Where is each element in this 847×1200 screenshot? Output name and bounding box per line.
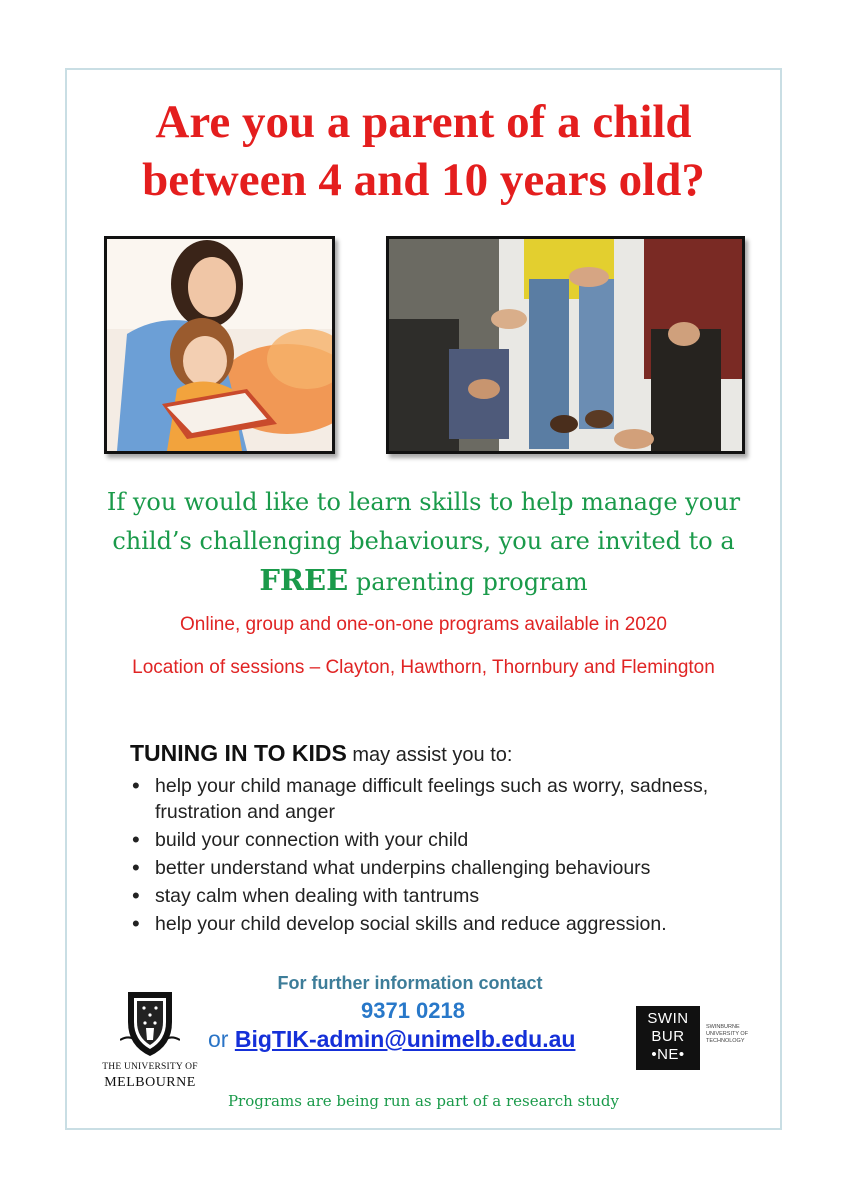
contact-email-line (208, 1026, 575, 1053)
free-emphasis: FREE (259, 563, 349, 597)
mother-reading-with-daughter-photo-icon (107, 239, 332, 451)
program-intro-text: may assist you to: (346, 744, 513, 766)
invitation-text (90, 483, 757, 602)
program-intro (130, 740, 512, 767)
support-group-photo (386, 236, 745, 454)
programs-availability: Online, group and one-on-one programs available in 2020 (180, 614, 667, 635)
list-item: • help your child manage difficult feelings such as worry, sadness, frustration and anger (130, 773, 770, 825)
contact-heading: For further information contact (277, 973, 543, 993)
swinburne-line: •NE• (651, 1046, 685, 1063)
list-item: • help your child develop social skills and reduce aggression. (130, 911, 770, 937)
contact-email-link[interactable]: BigTIK-admin@unimelb.edu.au (234, 1026, 576, 1052)
swinburne-line: BUR (651, 1028, 685, 1045)
parent-support-group-circle-photo-icon (389, 239, 742, 451)
swinburne-subtitle: SWINBURNE UNIVERSITY OF TECHNOLOGY (706, 1024, 749, 1044)
research-note: Programs are being run as part of a research study (227, 1092, 620, 1110)
university-of-melbourne-logo (95, 990, 205, 1098)
program-name: TUNING IN TO KIDS (130, 740, 347, 766)
email-prefix: or (208, 1026, 235, 1052)
swinburne-wordmark-box (636, 1006, 700, 1070)
mother-reading-photo (104, 236, 335, 454)
swinburne-line: SWIN (647, 1010, 689, 1027)
list-item: • stay calm when dealing with tantrums (130, 883, 770, 909)
melbourne-crest-icon (120, 990, 180, 1058)
invitation-lead: If you would like to learn skills to help manage your child’s challenging behaviours, you are invited to a (106, 488, 741, 555)
list-item: • build your connection with your child (130, 827, 770, 853)
flyer-headline: Are you a parent of a child between 4 and 10 years old? (142, 96, 705, 206)
melbourne-small-text: THE UNIVERSITY OF (102, 1062, 198, 1072)
melbourne-big-text: MELBOURNE (104, 1075, 196, 1090)
session-locations: Location of sessions – Clayton, Hawthorn, Thornbury and Flemington (132, 657, 715, 678)
benefits-list (130, 773, 770, 939)
invitation-tail: parenting program (348, 568, 588, 596)
list-item: • better understand what underpins challenging behaviours (130, 855, 770, 881)
contact-phone: 9371 0218 (361, 998, 465, 1023)
melbourne-wordmark (95, 1060, 205, 1090)
swinburne-logo (636, 1006, 760, 1070)
